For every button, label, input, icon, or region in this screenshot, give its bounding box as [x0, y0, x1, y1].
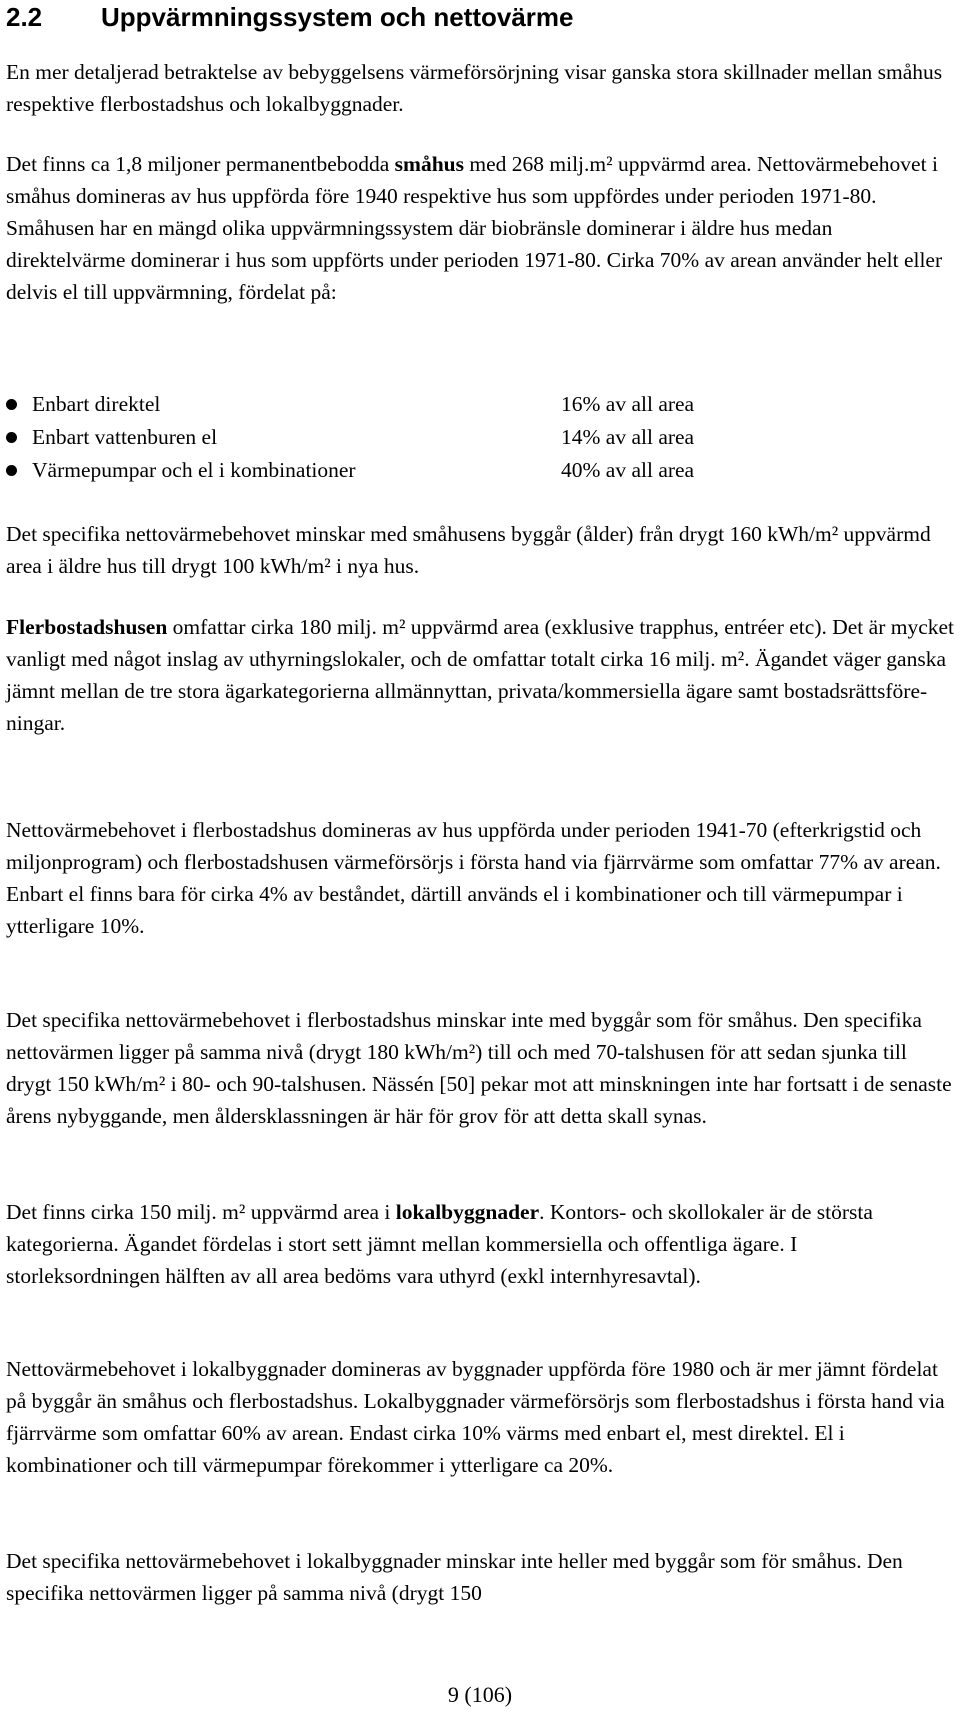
paragraph-lokalbyggnader-net: Nettovärmebehovet i lokalbyggnader domineras av byggnader uppförda före 1980 och är mer jämnt fördelat på byggår än småhus och flerbostadshus. Lokalbyggnader värmeförsörjs som flerbostadshus i första hand via fjärrvärme som omfattar 60% av arean. Endast cirka 10% värms med enbart el, mest direktel. El i kombinationer och till värmepumpar förekommer i ytterligare ca 20%.: [6, 1357, 945, 1477]
bullet-label: Enbart direktel: [32, 392, 161, 416]
paragraph-flerbostadshus-text: omfattar cirka 180 milj. m² uppvärmd area (exklusive trapphus, entréer etc). Det är mycket vanligt med något inslag av uthyrningslokaler, och de omfattar totalt cirka 16 milj. m². Ägandet väger ganska jämnt mellan de tre stora ägarkategorierna allmännyttan, privata/kommersiella ägare samt bostadsrättsföreningar.: [6, 615, 955, 735]
bullet-item: [6, 388, 806, 421]
bullet-value: 40% av all area: [561, 458, 695, 482]
section-heading: [6, 0, 573, 34]
paragraph-smahus-specific: Det specifika nettovärmebehovet minskar med småhusens byggår (ålder) från drygt 160 kWh/m² uppvärmd area i äldre hus till drygt 100 kWh/m² i nya hus.: [6, 522, 931, 578]
paragraph-flerbostadshus: [6, 611, 954, 739]
paragraph-flerbostadshus-bold: Flerbostadshusen: [6, 615, 168, 639]
paragraph-lokalbyggnader-text-a: Det finns cirka 150 milj. m² uppvärmd area i: [6, 1200, 396, 1224]
bullet-label: Värmepumpar och el i kombinationer: [32, 458, 356, 482]
paragraph-smahus-text-a: Det finns ca 1,8 miljoner permanentbebodda: [6, 152, 395, 176]
paragraph-smahus: [6, 148, 954, 308]
paragraph-lokalbyggnader-text-b: . Kontors- och skollokaler är de största kategorierna. Ägandet fördelas i stort sett jämnt mellan kommersiella och offentliga ägare. I storleksordningen hälften av all area bedöms vara uthyrd (exkl internhyresavtal).: [6, 1200, 873, 1288]
bullet-dot-icon: [6, 432, 17, 443]
bullet-item: [6, 421, 806, 454]
bullet-dot-icon: [6, 465, 17, 476]
paragraph-smahus-text-b: med 268 milj.m² uppvärmd area. Nettovärmebehovet i småhus domineras av hus uppförda före 1940 respektive hus som uppfördes under perioden 1971-80. Småhusen har en mängd olika uppvärmningssystem där biobränsle dominerar i äldre hus medan direktelvärme dominerar i hus som uppförts under perioden 1971-80. Cirka 70% av arean använder helt eller delvis el till uppvärmning, fördelat på:: [6, 152, 943, 304]
paragraph-flerbostadshus-specific: Det specifika nettovärmebehovet i flerbostadshus minskar inte med byggår som för småhus. Den specifika nettovärmen ligger på samma nivå (drygt 180 kWh/m²) till och med 70-talshusen för att sedan sjunka till drygt 150 kWh/m² i 80- och 90-talshusen. Nässén [50] pekar mot att minskningen inte har fortsatt i de senaste årens nybyggande, men åldersklassningen är här för grov för att detta skall synas.: [6, 1008, 952, 1128]
bullet-list: [6, 388, 806, 487]
bullet-label: Enbart vattenburen el: [32, 425, 218, 449]
bullet-value: 16% av all area: [561, 392, 695, 416]
paragraph-lokalbyggnader-specific: Det specifika nettovärmebehovet i lokalbyggnader minskar inte heller med byggår som för småhus. Den specifika nettovärmen ligger på samma nivå (drygt 150: [6, 1549, 903, 1605]
bullet-item: [6, 454, 806, 487]
paragraph-lokalbyggnader: [6, 1196, 954, 1292]
section-number: 2.2: [6, 2, 43, 32]
paragraph-flerbostadshus-net: Nettovärmebehovet i flerbostadshus domineras av hus uppförda under perioden 1941-70 (efterkrigstid och miljonprogram) och flerbostadshusen värmeförsörjs i första hand via fjärrvärme som omfattar 77% av arean. Enbart el finns bara för cirka 4% av beståndet, därtill används el i kombinationer och till värmepumpar i ytterligare 10%.: [6, 818, 941, 938]
bullet-dot-icon: [6, 399, 17, 410]
section-title: Uppvärmningssystem och nettovärme: [101, 2, 574, 32]
paragraph-lokalbyggnader-bold: lokalbyggnader: [395, 1200, 540, 1224]
bullet-value: 14% av all area: [561, 425, 695, 449]
paragraph-intro: En mer detaljerad betraktelse av bebyggelsens värmeförsörjning visar ganska stora skillnader mellan småhus respektive flerbostadshus och lokalbyggnader.: [6, 60, 943, 116]
page-number: 9 (106): [447, 1682, 513, 1707]
paragraph-smahus-bold: småhus: [394, 152, 464, 176]
